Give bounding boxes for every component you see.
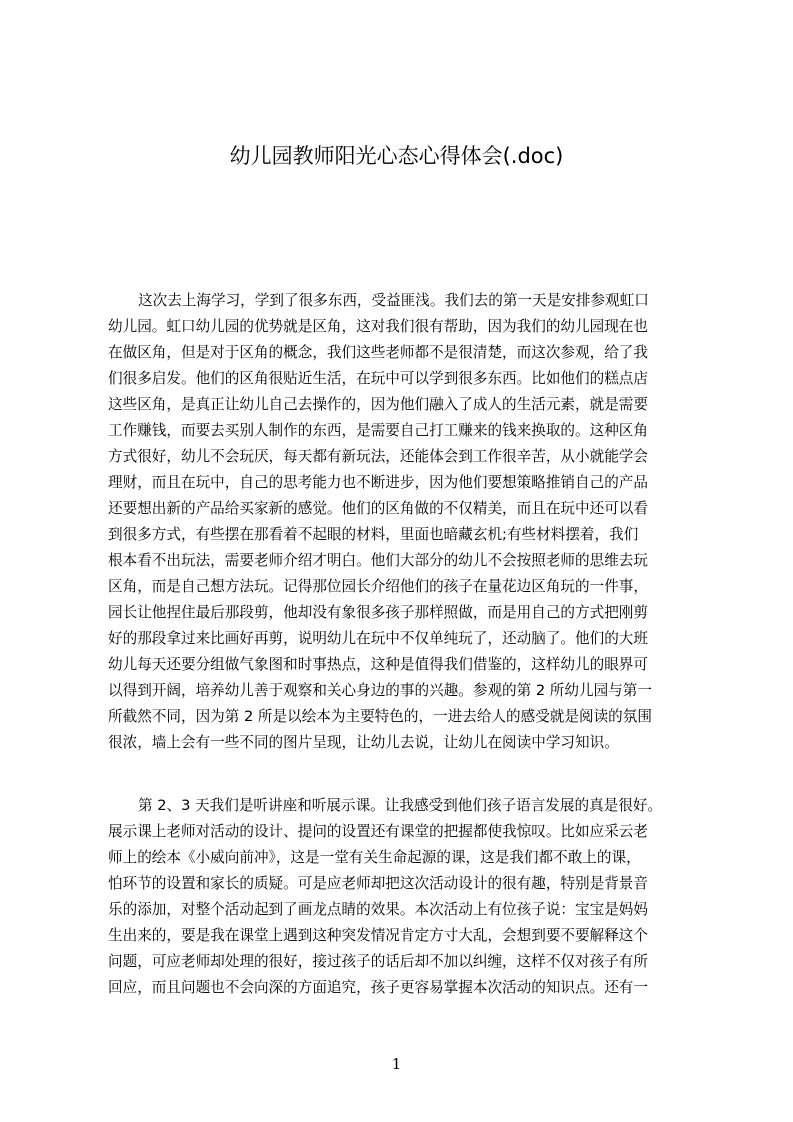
text-line: 所截然不同，因为第 2 所是以绘本为主要特色的，一进去给人的感受就是阅读的氛围 — [108, 708, 652, 725]
text-line: 到很多方式，有些摆在那看着不起眼的材料，里面也暗藏玄机;有些材料摆着，我们 — [108, 526, 639, 543]
text-line: 这些区角，是真正让幼儿自己去操作的，因为他们融入了成人的生活元素，就是需要 — [108, 396, 648, 413]
text-line: 回应，而且问题也不会向深的方面追究，孩子更容易掌握本次活动的知识点。还有一 — [108, 979, 648, 996]
text-line: 们很多启发。他们的区角很贴近生活，在玩中可以学到很多东西。比如他们的糕点店 — [108, 370, 648, 387]
text-line: 工作赚钱，而要去买别人制作的东西，是需要自己打工赚来的钱来换取的。这种区角 — [108, 422, 648, 439]
document-title: 幼儿园教师阳光心态心得体会(.doc) — [229, 144, 564, 168]
text-line: 区角，而是自己想方法玩。记得那位园长介绍他们的孩子在量花边区角玩的一件事， — [108, 578, 648, 595]
text-line: 展示课上老师对活动的设计、提问的设置还有课堂的把握都使我惊叹。比如应采云老 — [108, 823, 648, 840]
paragraph-1 — [108, 288, 698, 756]
paragraph-2 — [108, 793, 698, 1001]
text-line: 师上的绘本《小威向前冲》，这是一堂有关生命起源的课，这是我们都不敢上的课， — [108, 849, 641, 866]
text-line: 以得到开阔，培养幼儿善于观察和关心身边的事的兴趣。参观的第 2 所幼儿园与第一 — [108, 682, 652, 699]
text-line: 理财，而且在玩中，自己的思考能力也不断进步，因为他们要想策略推销自己的产品 — [108, 474, 648, 491]
text-line: 方式很好，幼儿不会玩厌，每天都有新玩法，还能体会到工作很辛苦，从小就能学会 — [108, 448, 648, 465]
text-line: 根本看不出玩法，需要老师介绍才明白。他们大部分的幼儿不会按照老师的思维去玩 — [108, 552, 648, 569]
text-line: 在做区角，但是对于区角的概念，我们这些老师都不是很清楚，而这次参观，给了我 — [108, 344, 648, 361]
text-line: 园长让他捏住最后那段剪，他却没有象很多孩子那样照做，而是用自己的方式把刚剪 — [108, 604, 648, 621]
text-line: 第 2、3 天我们是听讲座和听展示课。让我感受到他们孩子语言发展的真是很好。 — [138, 797, 663, 814]
text-line: 生出来的，要是我在课堂上遇到这种突发情况肯定方寸大乱，会想到要不要解释这个 — [108, 927, 648, 944]
page-number: 1 — [391, 1055, 402, 1073]
text-line: 好的那段拿过来比画好再剪，说明幼儿在玩中不仅单纯玩了，还动脑了。他们的大班 — [108, 630, 648, 647]
text-line: 还要想出新的产品给买家新的感觉。他们的区角做的不仅精美，而且在玩中还可以看 — [108, 500, 648, 517]
text-line: 幼儿每天还要分组做气象图和时事热点，这种是值得我们借鉴的，这样幼儿的眼界可 — [108, 656, 648, 673]
text-line: 怕环节的设置和家长的质疑。可是应老师却把这次活动设计的很有趣，特别是背景音 — [108, 875, 648, 892]
text-line: 问题，可应老师却处理的很好，接过孩子的话后却不加以纠缠，这样不仅对孩子有所 — [108, 953, 648, 970]
text-line: 这次去上海学习，学到了很多东西，受益匪浅。我们去的第一天是安排参观虹口 — [138, 292, 649, 309]
text-line: 很浓，墙上会有一些不同的图片呈现，让幼儿去说，让幼儿在阅读中学习知识。 — [108, 734, 619, 751]
text-line: 乐的添加，对整个活动起到了画龙点睛的效果。本次活动上有位孩子说：宝宝是妈妈 — [108, 901, 648, 918]
text-line: 幼儿园。虹口幼儿园的优势就是区角，这对我们很有帮助，因为我们的幼儿园现在也 — [108, 318, 648, 335]
